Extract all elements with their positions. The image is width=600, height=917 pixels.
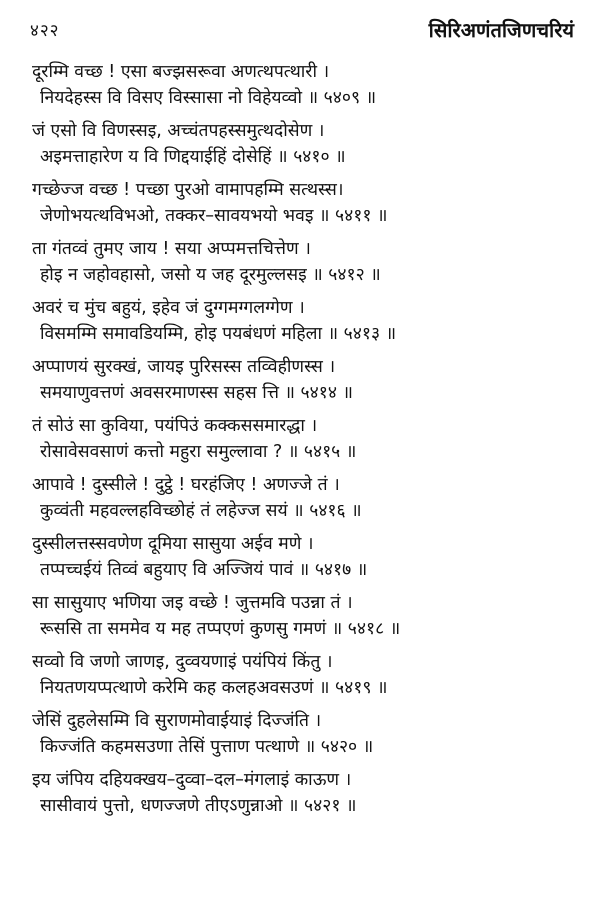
verse-line: जं एसो वि विणस्सइ, अच्चंतपहस्समुत्थदोसेण ।	[32, 121, 325, 141]
verse	[32, 296, 580, 347]
verse-list	[32, 60, 580, 827]
verse-line: सासीवायं पुत्तो, धणज्जणे तीएऽणुन्नाओ ॥ ५४२१ ॥	[40, 795, 357, 816]
verse-line: सा सासुयाए भणिया जइ वच्छे ! जुत्तमवि पउन्ना तं ।	[32, 593, 353, 613]
page-number: ४२२	[30, 21, 60, 41]
verse-line: विसमम्मि समावडियम्मि, होइ पयबंधणं महिला ॥ ५४१३ ॥	[40, 323, 397, 344]
verse-line: अवरं च मुंच बहुयं, इहेव जं दुग्गमग्गलग्गेण ।	[32, 298, 305, 318]
verse	[32, 355, 580, 406]
verse-line: तं सोउं सा कुविया, पयंपिउं कक्कससमारद्धा ।	[32, 416, 318, 436]
verse-line: रूससि ता सममेव य मह तप्पएणं कुणसु गमणं ॥ ५४१८ ॥	[40, 618, 401, 639]
verse-line: तप्पच्चईयं तिव्वं बहुयाए वि अज्जियं पावं ॥ ५४१७ ॥	[40, 559, 368, 580]
verse-line: दूरम्मि वच्छ ! एसा बज्झसरूवा अणत्थपत्थारी ।	[32, 62, 330, 82]
verse-line: अप्पाणयं सुरक्खं, जायइ पुरिसस्स तव्विहीणस्स ।	[32, 357, 336, 377]
verse-line: जेणोभयत्थविभओ, तक्कर–सावयभयो भवइ ॥ ५४११ ॥	[40, 205, 388, 226]
verse-line: नियदेहस्स वि विसए विस्सासा नो विहेयव्वो ॥ ५४०९ ॥	[40, 87, 377, 108]
verse	[32, 473, 580, 524]
verse	[32, 119, 580, 170]
verse-line: गच्छेज्ज वच्छ ! पच्छा पुरओ वामापहम्मि सत्थस्स।	[32, 180, 344, 200]
verse	[32, 237, 580, 288]
verse	[32, 60, 580, 111]
verse-line: दुस्सीलत्तस्सवणेण दूमिया सासुया अईव मणे ।	[32, 534, 314, 554]
verse	[32, 532, 580, 583]
page-header	[30, 16, 574, 46]
verse-line: ता गंतव्वं तुमए जाय ! सया अप्पमत्तचित्तेण ।	[32, 239, 311, 259]
verse	[32, 768, 580, 819]
verse-line: समयाणुवत्तणं अवसरमाणस्स सहस त्ति ॥ ५४१४ ॥	[40, 382, 353, 403]
verse-line: सव्वो वि जणो जाणइ, दुव्वयणाइं पयंपियं किंतु ।	[32, 652, 333, 672]
verse	[32, 414, 580, 465]
verse	[32, 178, 580, 229]
verse-line: जेसिं दुहलेसम्मि वि सुराणमोवाईयाइं दिज्जंति ।	[32, 711, 322, 731]
verse-line: नियतणयप्पत्थाणे करेमि कह कलहअवसउणं ॥ ५४१९ ॥	[40, 677, 388, 698]
verse-line: कुव्वंती महवल्लहविच्छोहं तं लहेज्ज सयं ॥ ५४१६ ॥	[40, 500, 362, 521]
verse-line: इय जंपिय दहियक्खय–दुव्वा–दल–मंगलाइं काऊण ।	[32, 770, 352, 790]
verse	[32, 709, 580, 760]
running-title: सिरिअणंतजिणचरियं	[428, 18, 574, 42]
verse-line: किज्जंति कहमसउणा तेसिं पुत्ताण पत्थाणे ॥ ५४२० ॥	[40, 736, 374, 757]
verse-line: आपावे ! दुस्सीले ! दुट्ठे ! घरहंजिए ! अणज्जे तं ।	[32, 475, 340, 495]
verse-line: अइमत्ताहारेण य वि णिद्दयाईहिं दोसेहिं ॥ ५४१० ॥	[40, 146, 346, 167]
verse-line: होइ न जहोवहासो, जसो य जह दूरमुल्लसइ ॥ ५४१२ ॥	[40, 264, 381, 285]
verse	[32, 591, 580, 642]
verse	[32, 650, 580, 701]
verse-line: रोसावेसवसाणं कत्तो महुरा समुल्लावा ? ॥ ५४१५ ॥	[40, 441, 357, 462]
